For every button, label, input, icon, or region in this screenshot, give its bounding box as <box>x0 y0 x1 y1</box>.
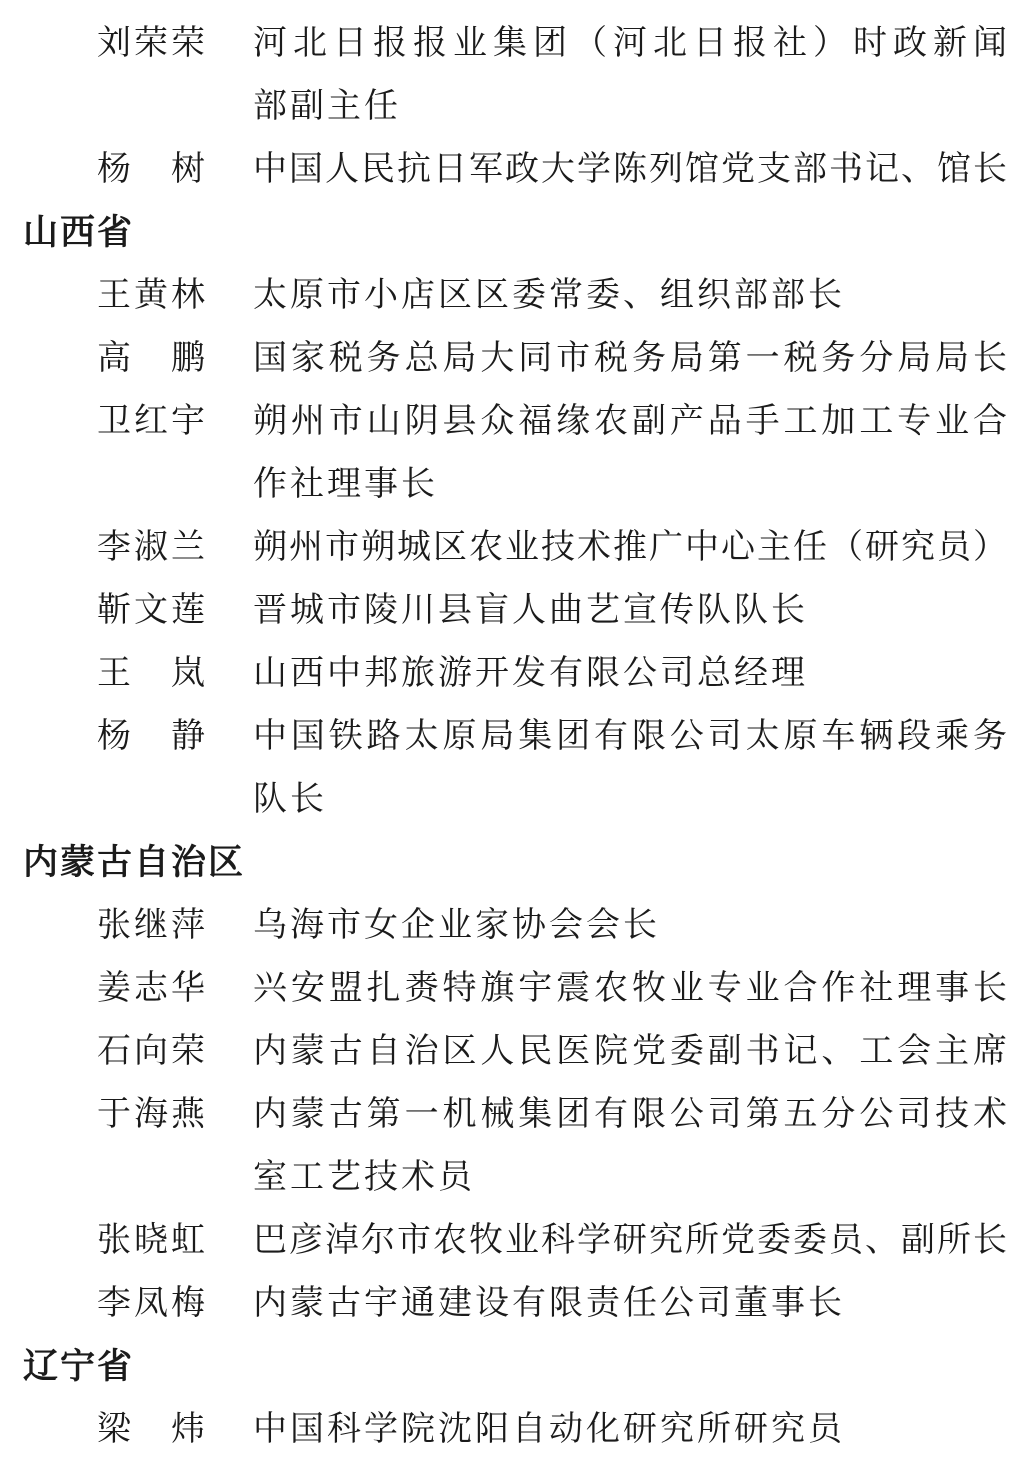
title-line: 兴安盟扎赉特旗宇震农牧业专业合作社理事长 <box>253 970 1007 1007</box>
title-line: 队长 <box>253 781 327 818</box>
title-line: 内蒙古第一机械集团有限公司第五分公司技术 <box>253 1096 1007 1133</box>
person-name: 卫红宇 <box>97 403 208 440</box>
person-title <box>253 1272 1007 1335</box>
title-line: 中国人民抗日军政大学陈列馆党支部书记、馆长 <box>253 151 1007 188</box>
person-name: 于海燕 <box>97 1096 208 1133</box>
person-name: 杨 静 <box>97 718 208 755</box>
entry-row <box>0 1398 1025 1461</box>
person-title <box>253 579 1007 642</box>
person-name: 张晓虹 <box>97 1222 208 1259</box>
entry-row <box>0 705 1025 831</box>
person-title <box>253 327 1007 390</box>
title-line: 室工艺技术员 <box>253 1159 475 1196</box>
entry-row <box>0 957 1025 1020</box>
entry-row <box>0 327 1025 390</box>
person-title <box>253 12 1007 138</box>
entry-row <box>0 12 1025 138</box>
person-name: 刘荣荣 <box>97 25 208 62</box>
title-line: 朔州市山阴县众福缘农副产品手工加工专业合 <box>253 403 1007 440</box>
title-line: 内蒙古自治区人民医院党委副书记、工会主席 <box>253 1033 1007 1070</box>
title-line: 中国科学院沈阳自动化研究所研究员 <box>253 1411 845 1448</box>
person-name: 李淑兰 <box>97 529 208 566</box>
person-name: 姜志华 <box>97 970 208 1007</box>
section <box>0 12 1025 201</box>
person-title <box>253 957 1007 1020</box>
title-line: 乌海市女企业家协会会长 <box>253 907 660 944</box>
province-heading: 山西省 <box>23 213 135 252</box>
person-name: 李凤梅 <box>97 1285 208 1322</box>
title-line: 部副主任 <box>253 88 401 125</box>
title-line: 河北日报报业集团（河北日报社）时政新闻 <box>253 25 1007 62</box>
person-title <box>253 1398 1007 1461</box>
person-title <box>253 642 1007 705</box>
title-line: 中国铁路太原局集团有限公司太原车辆段乘务 <box>253 718 1007 755</box>
title-line: 山西中邦旅游开发有限公司总经理 <box>253 655 808 692</box>
entry-row <box>0 1020 1025 1083</box>
section <box>0 831 1025 1335</box>
title-line: 太原市小店区区委常委、组织部部长 <box>253 277 845 314</box>
entry-row <box>0 138 1025 201</box>
entry-row <box>0 894 1025 957</box>
entry-row <box>0 1272 1025 1335</box>
person-name: 王黄林 <box>97 277 208 314</box>
person-title <box>253 1020 1007 1083</box>
province-heading: 辽宁省 <box>23 1347 135 1386</box>
person-name: 杨 树 <box>97 151 208 188</box>
section <box>0 1335 1025 1461</box>
person-name: 梁 炜 <box>97 1411 208 1448</box>
section <box>0 201 1025 831</box>
person-title <box>253 1209 1007 1272</box>
person-title <box>253 264 1007 327</box>
person-title <box>253 894 1007 957</box>
entry-row <box>0 1209 1025 1272</box>
person-title <box>253 705 1007 831</box>
entry-row <box>0 516 1025 579</box>
title-line: 内蒙古宇通建设有限责任公司董事长 <box>253 1285 845 1322</box>
title-line: 晋城市陵川县盲人曲艺宣传队队长 <box>253 592 808 629</box>
title-line: 作社理事长 <box>253 466 438 503</box>
person-name: 高 鹏 <box>97 340 208 377</box>
person-name: 王 岚 <box>97 655 208 692</box>
title-line: 国家税务总局大同市税务局第一税务分局局长 <box>253 340 1007 377</box>
person-title <box>253 1083 1007 1209</box>
title-line: 巴彦淖尔市农牧业科学研究所党委委员、副所长 <box>253 1222 1007 1259</box>
entry-row <box>0 264 1025 327</box>
title-line: 朔州市朔城区农业技术推广中心主任（研究员） <box>253 529 1007 566</box>
person-name: 张继萍 <box>97 907 208 944</box>
person-title <box>253 138 1007 201</box>
entry-row <box>0 1083 1025 1209</box>
entry-row <box>0 579 1025 642</box>
province-heading: 内蒙古自治区 <box>23 843 246 882</box>
person-title <box>253 516 1007 579</box>
person-title <box>253 390 1007 516</box>
entry-row <box>0 390 1025 516</box>
entry-row <box>0 642 1025 705</box>
person-name: 石向荣 <box>97 1033 208 1070</box>
person-name: 靳文莲 <box>97 592 208 629</box>
